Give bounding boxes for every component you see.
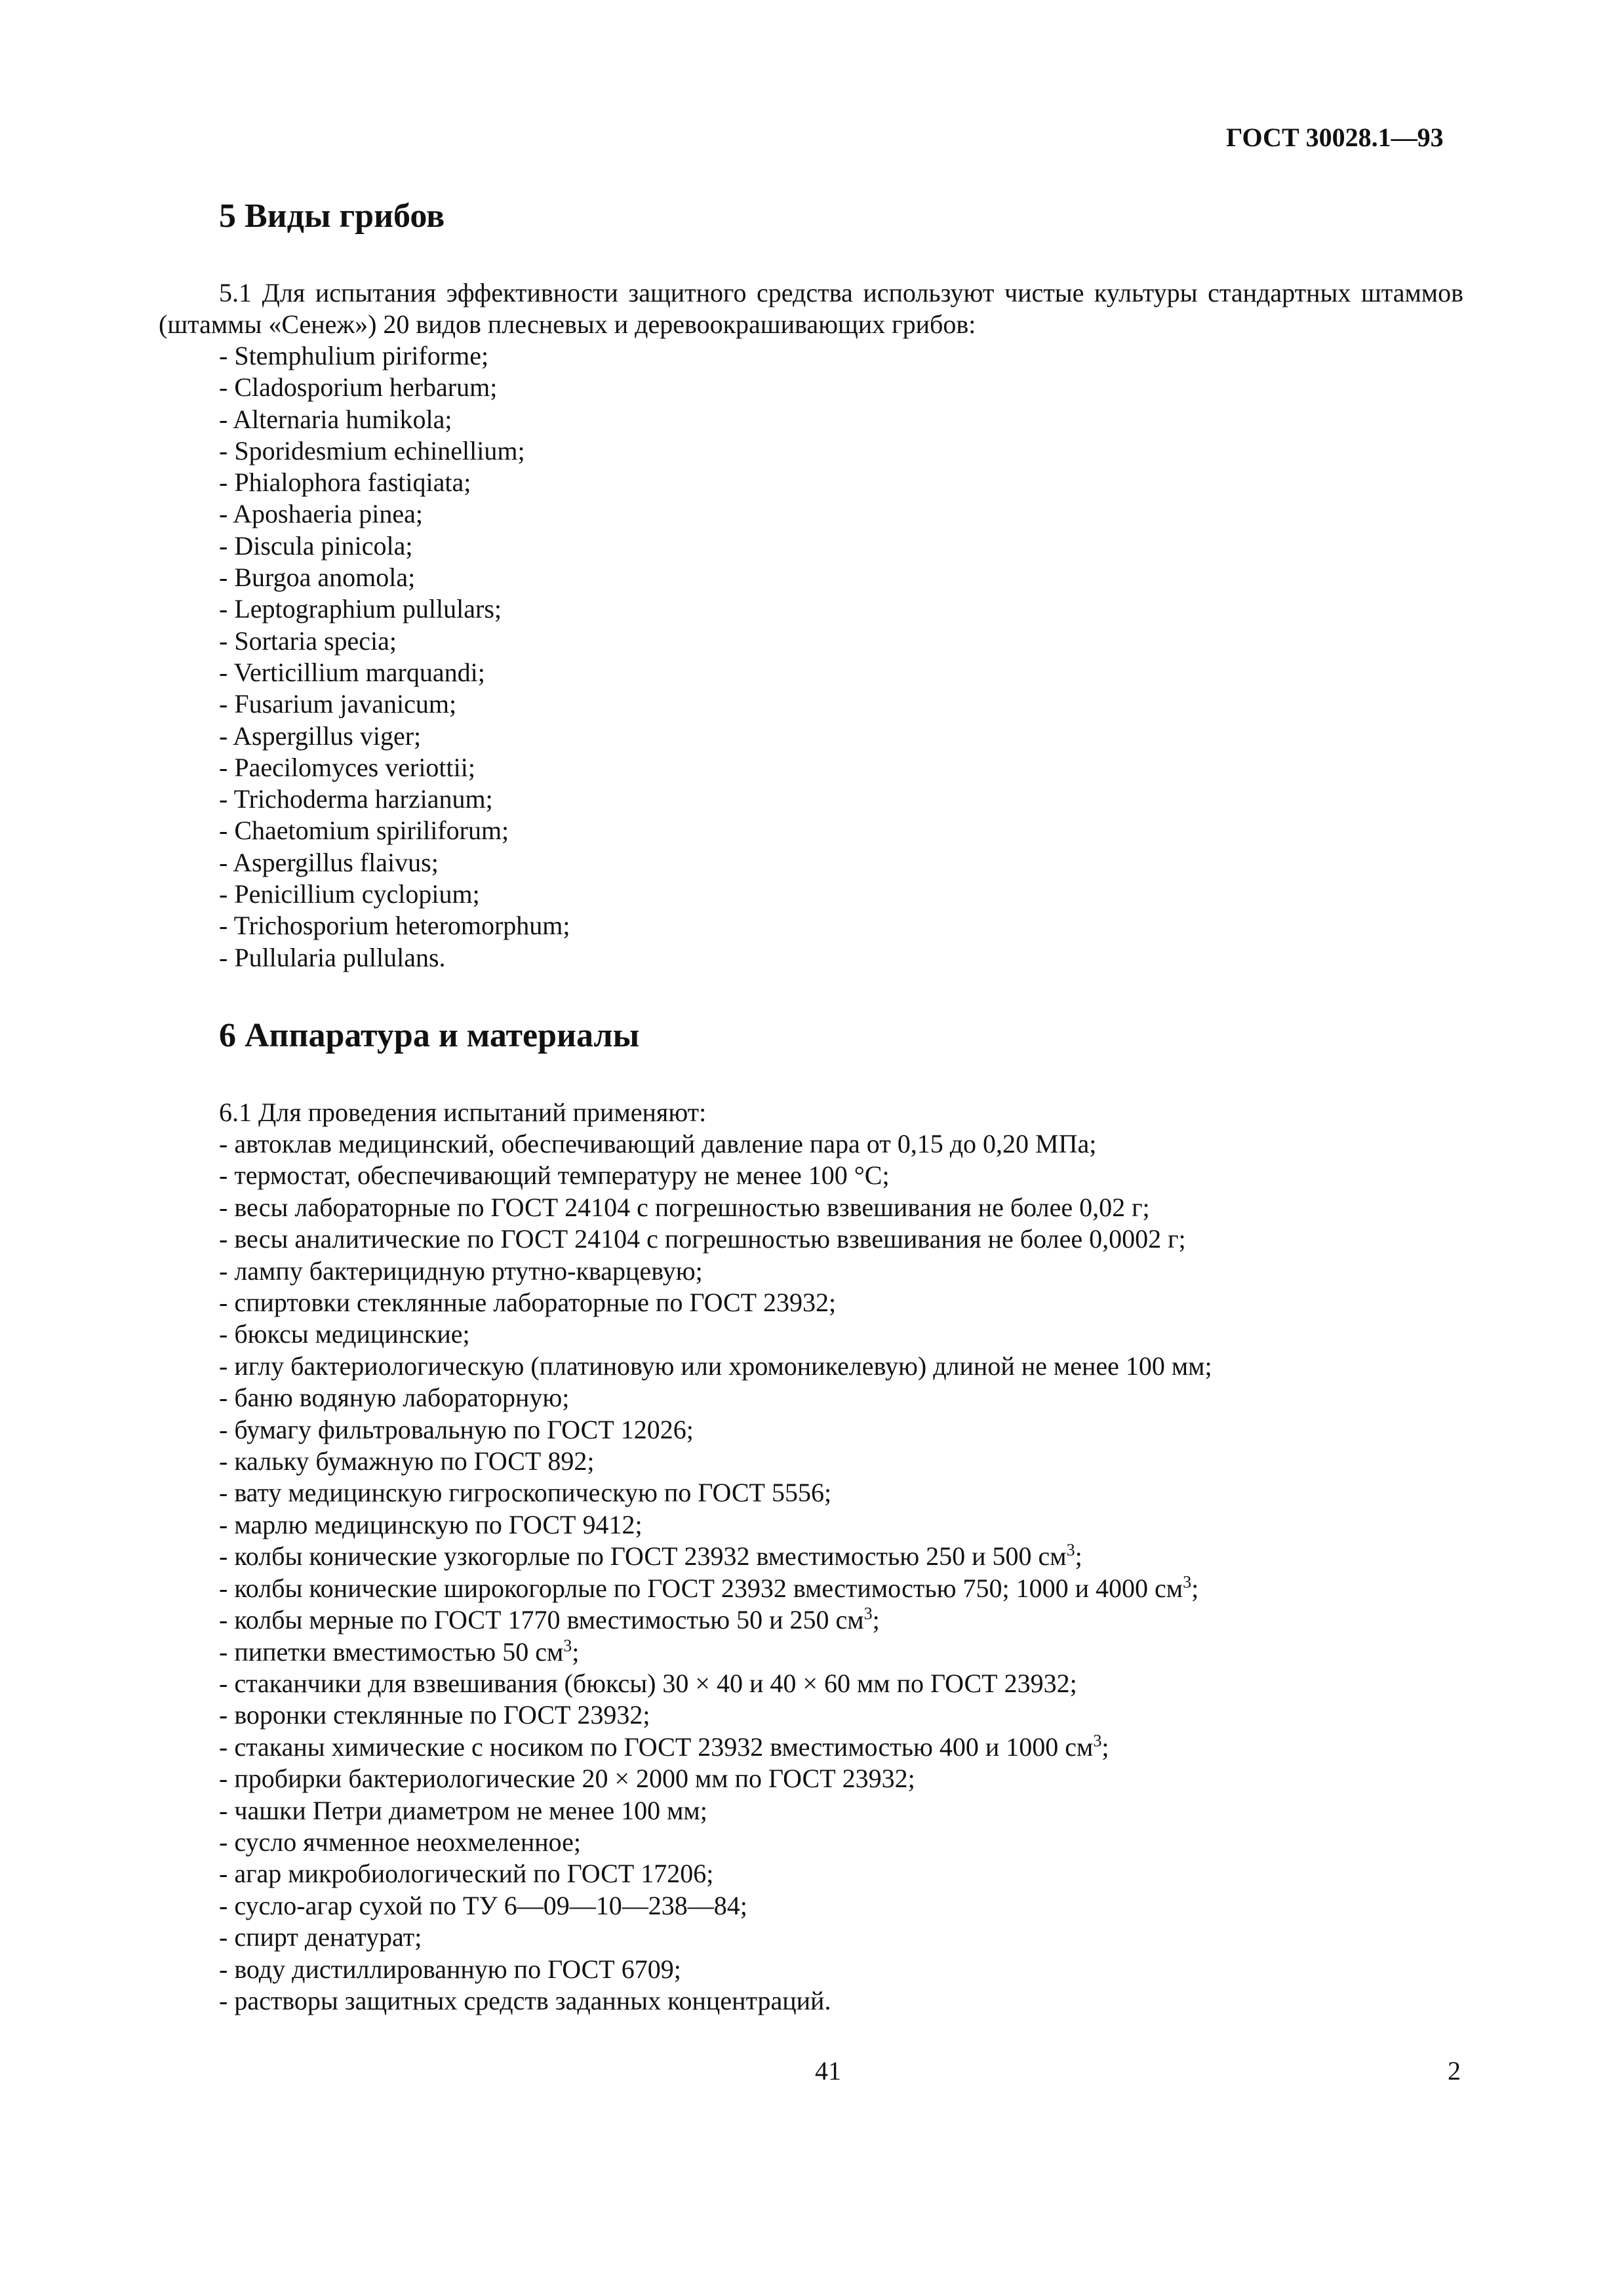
list-item: - сусло ячменное неохмеленное; — [219, 1827, 582, 1857]
list-item: - Sortaria specia; — [219, 625, 397, 656]
fungi-list — [219, 340, 570, 974]
list-item: - Penicillium cyclopium; — [219, 879, 480, 909]
list-item: - Pullularia pullulans. — [219, 942, 446, 972]
list-item: - Cladosporium herbarum; — [219, 372, 498, 403]
list-item: - термостат, обеспечивающий температуру не менее 100 °С; — [219, 1160, 890, 1191]
list-item: - баню водяную лабораторную; — [219, 1383, 570, 1413]
section-5-1-paragraph: 5.1 Для испытания эффективности защитного средства используют чистые культуры стандартных штаммов (штаммы «Сенеж») 20 видов плесневых и деревоокрашивающих грибов: — [159, 278, 1463, 339]
section-6-heading: 6 Аппаратура и материалы — [219, 1017, 640, 1054]
list-item: - сусло-агар сухой по ТУ 6—09—10—238—84; — [219, 1890, 747, 1920]
list-item: - весы аналитические по ГОСТ 24104 с погрешностью взвешивания не более 0,0002 г; — [219, 1224, 1186, 1254]
item-text: - колбы конические широкогорлые по ГОСТ 23932 вместимостью 750; 1000 и 4000 см — [219, 1573, 1183, 1603]
cube-superscript: 3 — [1093, 1731, 1102, 1751]
list-item: - Trichosporium heteromorphum; — [219, 911, 570, 941]
list-item: - автоклав медицинский, обеспечивающий давление пара от 0,15 до 0,20 МПа; — [219, 1129, 1097, 1158]
list-item — [219, 1732, 1212, 1763]
list-item: - Burgoa anomola; — [219, 563, 416, 593]
list-item: - воронки стеклянные по ГОСТ 23932; — [219, 1700, 650, 1730]
list-item: - пробирки бактериологические 20 × 2000 мм по ГОСТ 23932; — [219, 1764, 915, 1794]
list-item: - Aposhaeria pinea; — [219, 499, 423, 529]
cube-superscript: 3 — [863, 1604, 873, 1623]
list-item: - Aspergillus viger; — [219, 721, 422, 751]
list-item: - кальку бумажную по ГОСТ 892; — [219, 1446, 595, 1476]
item-text: - колбы мерные по ГОСТ 1770 вместимостью 50 и 250 см — [219, 1605, 864, 1635]
cube-superscript: 3 — [563, 1636, 572, 1655]
list-item: - воду дистиллированную по ГОСТ 6709; — [219, 1954, 681, 1984]
section-6-1-paragraph: 6.1 Для проведения испытаний применяют: — [219, 1098, 707, 1127]
item-text: - стаканы химические с носиком по ГОСТ 23932 вместимостью 400 и 1000 см — [219, 1732, 1094, 1762]
list-item: - весы лабораторные по ГОСТ 24104 с погрешностью взвешивания не более 0,02 г; — [219, 1192, 1150, 1222]
list-item: - Verticillium marquandi; — [219, 657, 485, 687]
item-tail: ; — [1075, 1541, 1082, 1572]
list-item: - лампу бактерицидную ртутно-кварцевую; — [219, 1256, 703, 1286]
item-tail: ; — [1101, 1732, 1109, 1762]
list-item: - Trichoderma harzianum; — [219, 784, 493, 814]
list-item: - Discula pinicola; — [219, 530, 413, 561]
section-5-heading: 5 Виды грибов — [219, 197, 445, 235]
item-tail: ; — [1191, 1573, 1199, 1603]
list-item: - стаканчики для взвешивания (бюксы) 30 × 40 и 40 × 60 мм по ГОСТ 23932; — [219, 1668, 1077, 1698]
list-item: - Paecilomyces veriottii; — [219, 752, 475, 782]
list-item: - Fusarium javanicum; — [219, 689, 457, 719]
list-item — [219, 1636, 1212, 1668]
list-item — [219, 1604, 1212, 1636]
list-item: - вату медицинскую гигроскопическую по ГОСТ 5556; — [219, 1478, 832, 1508]
list-item: - растворы защитных средств заданных концентраций. — [219, 1985, 831, 2015]
item-text: - пипетки вместимостью 50 см — [219, 1636, 564, 1667]
list-item: - Sporidesmium echinellium; — [219, 435, 525, 465]
document-number: ГОСТ 30028.1—93 — [1226, 123, 1444, 152]
item-tail: ; — [872, 1605, 880, 1635]
equipment-list — [219, 1128, 1212, 2017]
list-item: - чашки Петри диаметром не менее 100 мм; — [219, 1795, 707, 1825]
list-item: - Alternaria humikola; — [219, 404, 452, 434]
list-item: - Chaetomium spiriliforum; — [219, 816, 509, 846]
list-item: - бюксы медицинские; — [219, 1319, 470, 1349]
list-item: - Stemphulium piriforme; — [219, 341, 489, 370]
page-number-right: 2 — [1448, 2056, 1461, 2086]
list-item: - спирт денатурат; — [219, 1922, 422, 1952]
list-item: - Leptographium pullulars; — [219, 594, 502, 624]
cube-superscript: 3 — [1066, 1540, 1075, 1560]
list-item: - иглу бактериологическую (платиновую или хромоникелевую) длиной не менее 100 мм; — [219, 1351, 1212, 1381]
list-item: - Phialophora fastiqiata; — [219, 467, 471, 498]
cube-superscript: 3 — [1183, 1572, 1192, 1592]
list-item — [219, 1573, 1212, 1604]
page-number-center: 41 — [815, 2056, 841, 2086]
item-tail: ; — [572, 1636, 580, 1667]
list-item: - спиртовки стеклянные лабораторные по ГОСТ 23932; — [219, 1288, 837, 1318]
list-item: - Aspergillus flaivus; — [219, 847, 439, 877]
list-item: - марлю медицинскую по ГОСТ 9412; — [219, 1509, 643, 1539]
list-item: - бумагу фильтровальную по ГОСТ 12026; — [219, 1414, 694, 1444]
list-item: - агар микробиологический по ГОСТ 17206; — [219, 1859, 714, 1889]
item-text: - колбы конические узкогорлые по ГОСТ 23932 вместимостью 250 и 500 см — [219, 1541, 1067, 1572]
list-item — [219, 1541, 1212, 1572]
